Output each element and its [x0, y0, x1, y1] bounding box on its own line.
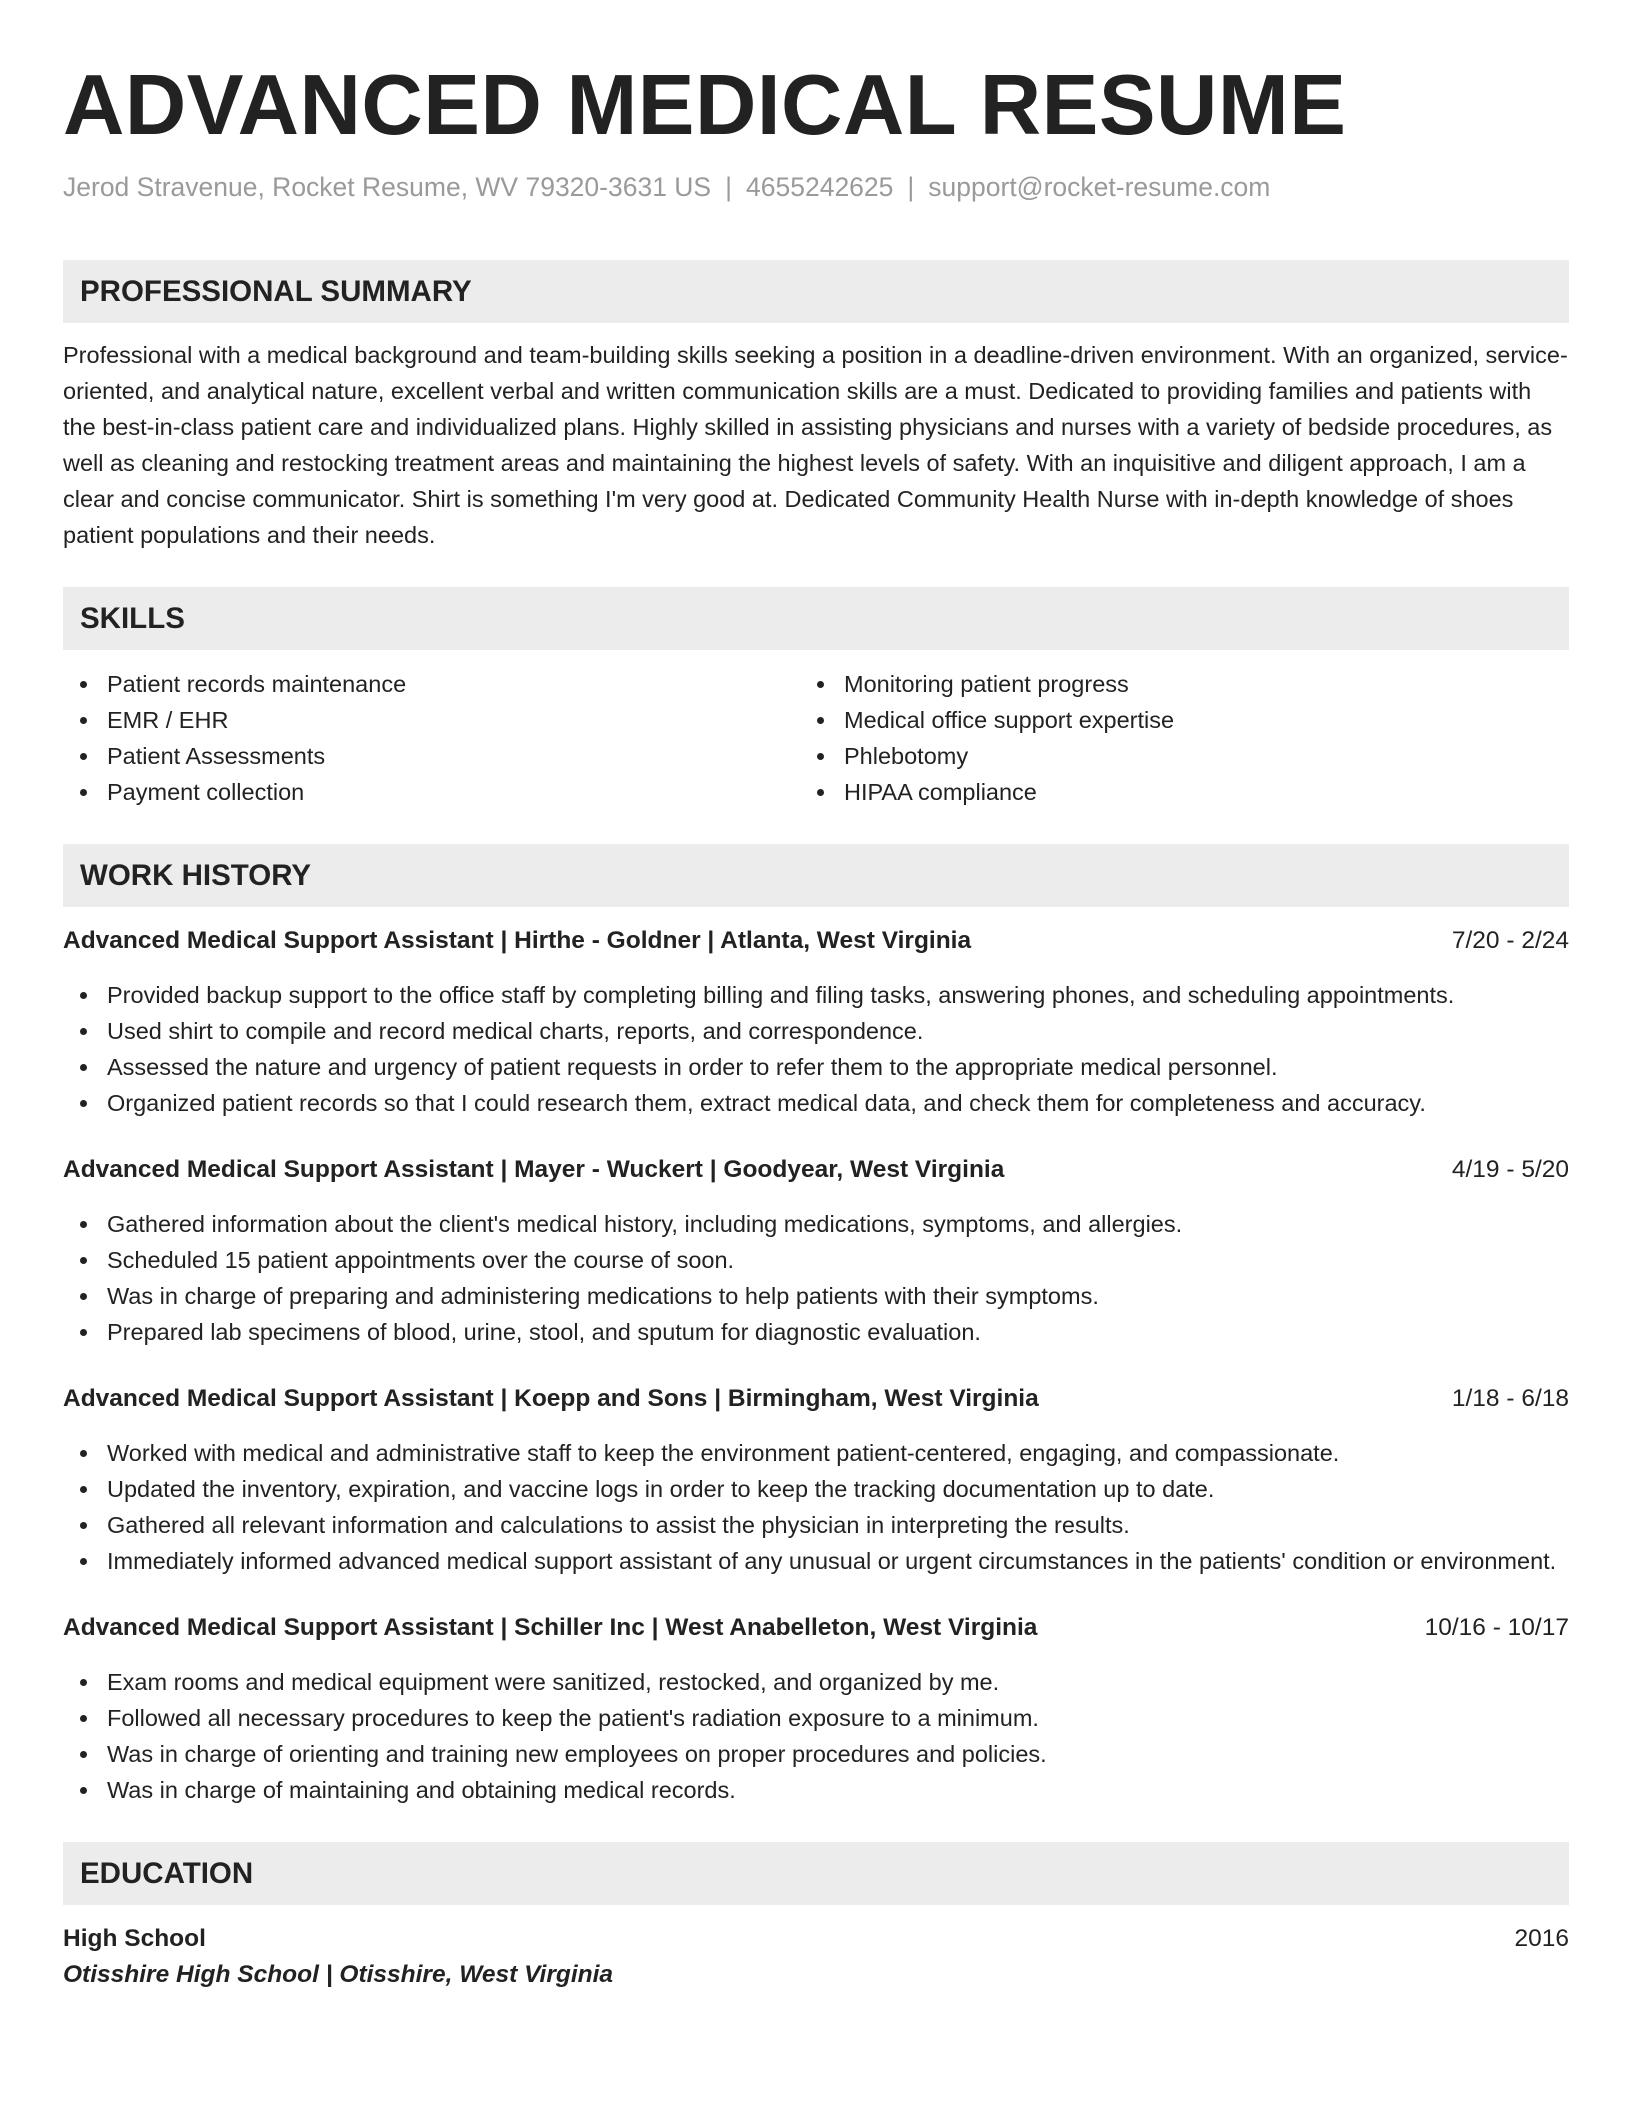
job-duty: Immediately informed advanced medical support assistant of any unusual or urgent circumstances in the patients' condition or environment.: [63, 1543, 1569, 1579]
contact-separator: |: [907, 172, 915, 202]
job-duties: [63, 977, 1569, 1121]
job-duty: Was in charge of preparing and administering medications to help patients with their symptoms.: [63, 1278, 1569, 1314]
job-entry: [63, 1152, 1569, 1350]
job-entry: [63, 1610, 1569, 1808]
job-duty: Prepared lab specimens of blood, urine, stool, and sputum for diagnostic evaluation.: [63, 1314, 1569, 1350]
summary-text: Professional with a medical background and team-building skills seeking a position in a deadline-driven environment. With an organized, service-oriented, and analytical nature, excellent verbal and written communication skills are a must. Dedicated to providing families and patients with the best-in-class patient care and individualized plans. Highly skilled in assisting physicians and nurses with a variety of bedside procedures, as well as cleaning and restocking treatment areas and maintaining the highest levels of safety. With an inquisitive and diligent approach, I am a clear and concise communicator. Shirt is something I'm very good at. Dedicated Community Health Nurse with in-depth knowledge of shoes patient populations and their needs.: [63, 342, 1568, 548]
skill-item: Patient Assessments: [63, 738, 800, 774]
contact-separator: |: [725, 172, 733, 202]
job-duty: Exam rooms and medical equipment were sanitized, restocked, and organized by me.: [63, 1664, 1569, 1700]
job-duty: Organized patient records so that I could research them, extract medical data, and check them for completeness and accuracy.: [63, 1085, 1569, 1121]
skill-item: Medical office support expertise: [800, 702, 1537, 738]
job-duty: Scheduled 15 patient appointments over the course of soon.: [63, 1242, 1569, 1278]
skill-item: Patient records maintenance: [63, 666, 800, 702]
skills-column-left: [63, 666, 800, 810]
job-heading-row: [63, 1610, 1569, 1646]
skills-section-header: SKILLS: [63, 587, 1569, 650]
job-duty: Used shirt to compile and record medical charts, reports, and correspondence.: [63, 1013, 1569, 1049]
education-degree: High School: [63, 1925, 206, 1952]
resume-title: ADVANCED MEDICAL RESUME: [63, 58, 1347, 153]
job-dates: 7/20 - 2/24: [1451, 927, 1569, 954]
job-duty: Was in charge of maintaining and obtaining medical records.: [63, 1772, 1569, 1808]
job-heading-row: [63, 1381, 1569, 1417]
skill-item: Monitoring patient progress: [800, 666, 1537, 702]
skill-item: HIPAA compliance: [800, 774, 1537, 810]
skills-column-right: [800, 666, 1537, 810]
job-duty: Updated the inventory, expiration, and vaccine logs in order to keep the tracking documentation up to date.: [63, 1471, 1569, 1507]
job-dates: 4/19 - 5/20: [1451, 1156, 1569, 1183]
job-duty: Followed all necessary procedures to keep the patient's radiation exposure to a minimum.: [63, 1700, 1569, 1736]
skill-item: Payment collection: [63, 774, 800, 810]
job-duty: Provided backup support to the office staff by completing billing and filing tasks, answering phones, and scheduling appointments.: [63, 977, 1569, 1013]
job-duty: Assessed the nature and urgency of patient requests in order to refer them to the appropriate medical personnel.: [63, 1049, 1569, 1085]
education-section-header: EDUCATION: [63, 1842, 1569, 1905]
education-year: 2016: [1514, 1925, 1569, 1952]
job-title: Advanced Medical Support Assistant | Koepp and Sons | Birmingham, West Virginia: [63, 1385, 1039, 1412]
job-dates: 10/16 - 10/17: [1424, 1614, 1569, 1641]
job-dates: 1/18 - 6/18: [1451, 1385, 1569, 1412]
summary-section-header: PROFESSIONAL SUMMARY: [63, 260, 1569, 323]
job-heading-row: [63, 1152, 1569, 1188]
job-title: Advanced Medical Support Assistant | Hirthe - Goldner | Atlanta, West Virginia: [63, 927, 972, 954]
job-entry: [63, 923, 1569, 1121]
job-duty: Gathered information about the client's medical history, including medications, symptoms, and allergies.: [63, 1206, 1569, 1242]
job-duty: Worked with medical and administrative staff to keep the environment patient-centered, engaging, and compassionate.: [63, 1435, 1569, 1471]
skill-item: EMR / EHR: [63, 702, 800, 738]
job-title: Advanced Medical Support Assistant | Mayer - Wuckert | Goodyear, West Virginia: [63, 1156, 1005, 1183]
education-row: [63, 1921, 1569, 1957]
education-school: Otisshire High School | Otisshire, West Virginia: [63, 1961, 614, 1988]
skill-item: Phlebotomy: [800, 738, 1537, 774]
contact-line: [63, 170, 1569, 204]
contact-phone: 4655242625: [746, 172, 894, 202]
job-heading-row: [63, 923, 1569, 959]
job-duties: [63, 1435, 1569, 1579]
job-entry: [63, 1381, 1569, 1579]
job-duties: [63, 1206, 1569, 1350]
contact-address: Jerod Stravenue, Rocket Resume, WV 79320-3631 US: [63, 172, 712, 202]
job-title: Advanced Medical Support Assistant | Schiller Inc | West Anabelleton, West Virginia: [63, 1614, 1038, 1641]
job-duty: Gathered all relevant information and calculations to assist the physician in interpreting the results.: [63, 1507, 1569, 1543]
work-history-section-header: WORK HISTORY: [63, 844, 1569, 907]
job-duties: [63, 1664, 1569, 1808]
skills-list: [63, 666, 1569, 810]
job-duty: Was in charge of orienting and training new employees on proper procedures and policies.: [63, 1736, 1569, 1772]
contact-email: support@rocket-resume.com: [928, 172, 1271, 202]
